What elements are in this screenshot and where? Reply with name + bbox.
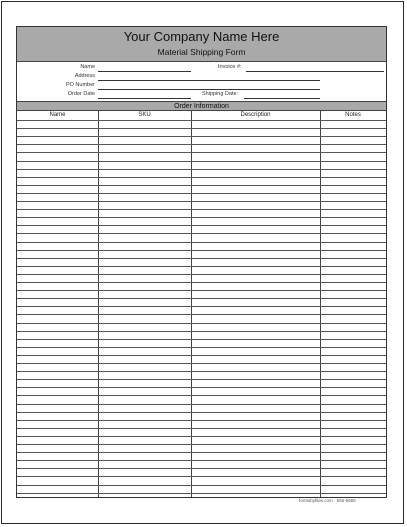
table-row-line (17, 185, 386, 186)
table-row-line (17, 128, 386, 129)
shipping-date-field[interactable] (244, 98, 320, 99)
order-information-band (17, 101, 386, 111)
table-row-line (17, 420, 386, 421)
table-row-line (17, 347, 386, 348)
page-frame (1, 1, 404, 524)
table-row-line (17, 468, 386, 469)
table-row-line (17, 298, 386, 299)
table-row-line (17, 363, 386, 364)
table-row-line (17, 355, 386, 356)
table-row-line (17, 144, 386, 145)
table-row-line (17, 404, 386, 405)
column-header-description: Description (240, 112, 271, 118)
table-row-line (17, 290, 386, 291)
table-row-line (17, 460, 386, 461)
column-header-notes: Notes (345, 112, 361, 118)
table-row-line (17, 120, 386, 121)
table-row-line (17, 412, 386, 413)
po-number-label: PO Number (65, 82, 95, 88)
table-row-line (17, 233, 386, 234)
table-row-line (17, 136, 386, 137)
table-row-line (17, 436, 386, 437)
table-row-line (17, 217, 386, 218)
company-name: Your Company Name Here (123, 29, 280, 44)
table-row-line (17, 306, 386, 307)
column-header-name: Name (49, 112, 66, 118)
name-label: Name (80, 64, 95, 70)
shipping-date-label: Shipping Date: (202, 91, 239, 97)
table-row-line (17, 177, 386, 178)
address-label: Address (74, 73, 95, 79)
table-row-line (17, 152, 386, 153)
footer-credit: formsbyfiles.com · 555-5555 (299, 498, 356, 503)
table-row-line (17, 250, 386, 251)
table-row-line (17, 476, 386, 477)
column-header-sku: SKU (138, 112, 151, 118)
table-row-line (17, 258, 386, 259)
table-row-line (17, 387, 386, 388)
table-row-line (17, 274, 386, 275)
table-row-line (17, 444, 386, 445)
table-row-line (17, 493, 386, 494)
table-row-line (17, 314, 386, 315)
table-row-line (17, 266, 386, 267)
table-row-line (17, 169, 386, 170)
name-field[interactable] (98, 71, 191, 72)
table-row-line (17, 209, 386, 210)
table-row-line (17, 161, 386, 162)
table-row-line (17, 201, 386, 202)
table-row-line (17, 323, 386, 324)
table-row-line (17, 395, 386, 396)
invoice-label: Invoice #: (218, 64, 242, 70)
po-number-field[interactable] (98, 89, 320, 90)
table-row-line (17, 193, 386, 194)
invoice-field[interactable] (246, 71, 384, 72)
material-shipping-form (16, 26, 387, 498)
table-row-line (17, 282, 386, 283)
table-row-line (17, 242, 386, 243)
form-title: Material Shipping Form (157, 47, 246, 57)
order-date-label: Order Date (67, 91, 95, 97)
order-date-field[interactable] (98, 98, 191, 99)
table-row-line (17, 428, 386, 429)
address-field[interactable] (98, 80, 320, 81)
table-row-line (17, 452, 386, 453)
table-row-line (17, 339, 386, 340)
order-information-title: Order Information (174, 103, 229, 110)
table-row-line (17, 485, 386, 486)
order-table (17, 111, 386, 497)
table-row-line (17, 331, 386, 332)
shipping-info-section (17, 61, 386, 101)
table-row-line (17, 379, 386, 380)
table-row-line (17, 225, 386, 226)
table-row-line (17, 371, 386, 372)
form-header (17, 27, 386, 62)
